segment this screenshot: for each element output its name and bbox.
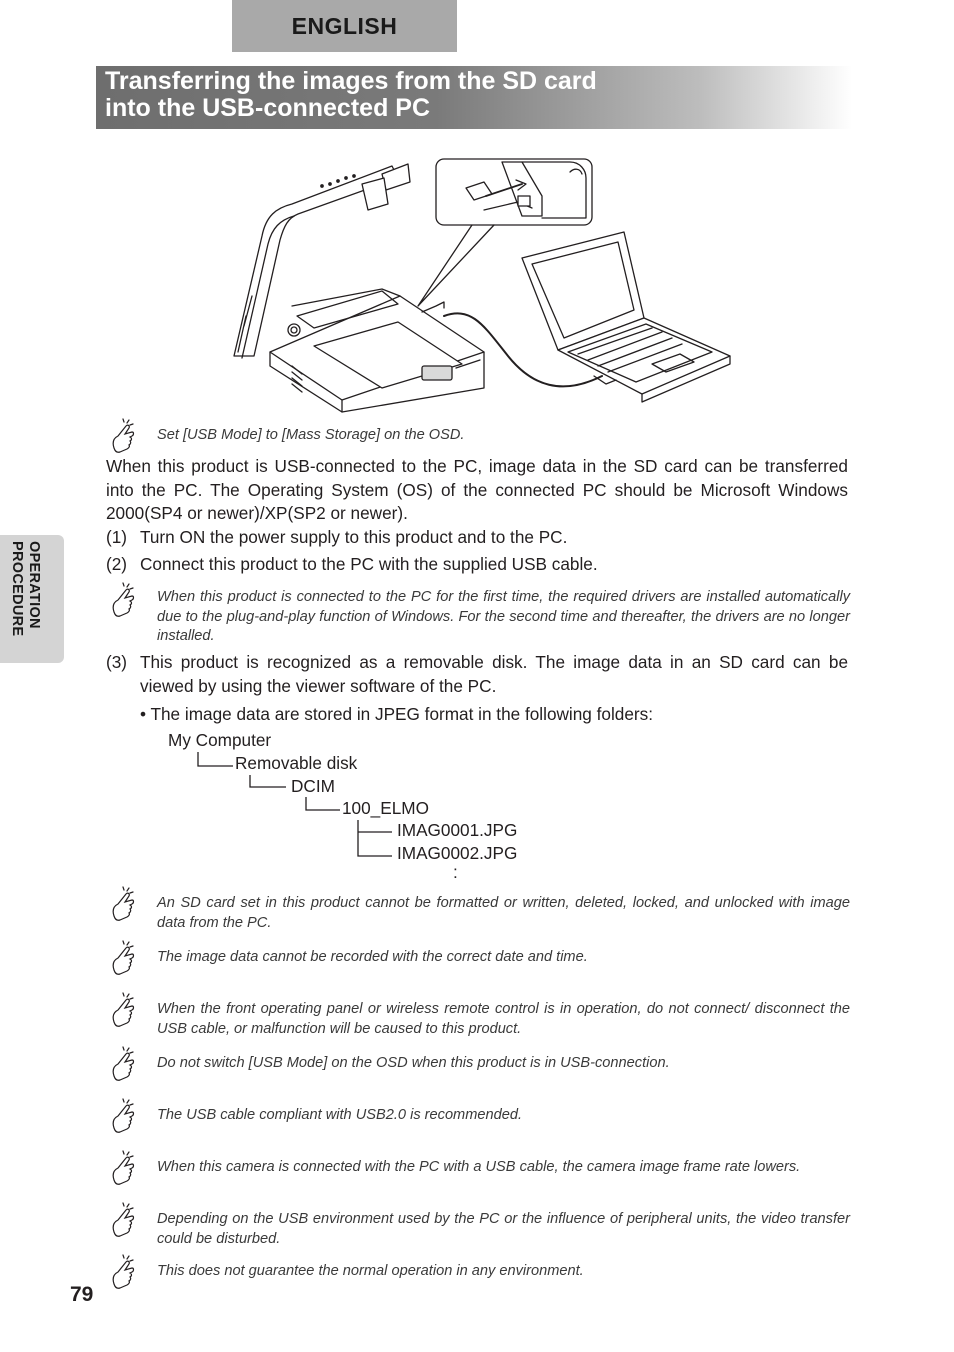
section-title xyxy=(96,66,852,122)
pointing-hand-note-icon xyxy=(108,1150,138,1188)
note-video-transfer xyxy=(108,1202,850,1249)
note-text: When the front operating panel or wireless remote control is in operation, do not connect/ disconnect the USB cable, or malfunction will be caused to this product. xyxy=(157,1001,850,1037)
tree-my-computer: My Computer xyxy=(168,730,272,750)
pointing-hand-note-icon xyxy=(108,940,138,978)
section-title-bar xyxy=(96,66,852,129)
note-text: An SD card set in this product cannot be formatted or written, deleted, locked, and unlocked with image data from the PC. xyxy=(157,895,850,931)
pointing-hand-note-icon xyxy=(108,418,138,456)
laptop-pc-icon xyxy=(522,232,730,402)
step-number: (1) xyxy=(106,527,128,547)
note-text: The image data cannot be recorded with the correct date and time. xyxy=(157,949,588,965)
note-text: Set [USB Mode] to [Mass Storage] on the OSD. xyxy=(157,427,465,443)
note-frame-rate xyxy=(108,1150,850,1178)
note-usb-mode xyxy=(108,418,850,446)
step-3 xyxy=(106,651,848,698)
tree-100-elmo: 100_ELMO xyxy=(342,798,429,818)
tree-file-2: IMAG0002.JPG xyxy=(397,843,518,863)
note-text: When this product is connected to the PC for the first time, the required drivers are installed automatically due to the plug-and-play function of Windows. For the second time and thereafter, the drivers are no longer installed. xyxy=(157,589,850,645)
step-number: (3) xyxy=(106,652,128,672)
sd-slot-arrow xyxy=(422,302,444,312)
note-usb2-cable xyxy=(108,1098,850,1126)
note-first-connection xyxy=(108,582,850,647)
step-1 xyxy=(106,526,848,550)
section-title-line-1: Transferring the images from the SD card xyxy=(105,67,597,95)
note-sd-card-restrictions xyxy=(108,886,850,933)
note-text: Depending on the USB environment used by the PC or the influence of peripheral units, the video transfer could be disturbed. xyxy=(157,1211,850,1247)
pointing-hand-note-icon xyxy=(108,1046,138,1084)
note-usb-mode-switch xyxy=(108,1046,850,1074)
pointing-hand-note-icon xyxy=(108,1254,138,1292)
chapter-side-tab xyxy=(0,535,64,663)
pointing-hand-note-icon xyxy=(108,1098,138,1136)
tree-more: : xyxy=(453,862,458,882)
section-title-line-2: into the USB-connected PC xyxy=(105,94,431,122)
pointing-hand-note-icon xyxy=(108,1202,138,1240)
note-text: This does not guarantee the normal operation in any environment. xyxy=(157,1263,584,1279)
page-number: 79 xyxy=(70,1283,94,1306)
note-text: The USB cable compliant with USB2.0 is recommended. xyxy=(157,1107,523,1123)
pointing-hand-note-icon xyxy=(108,886,138,924)
language-tab-label: ENGLISH xyxy=(291,12,398,39)
step-text: Connect this product to the PC with the supplied USB cable. xyxy=(140,554,598,574)
pointing-hand-note-icon xyxy=(108,582,138,620)
tree-dcim: DCIM xyxy=(291,776,335,796)
tree-removable-disk: Removable disk xyxy=(235,753,358,773)
tree-file-1: IMAG0001.JPG xyxy=(397,820,518,840)
note-no-guarantee xyxy=(108,1254,850,1282)
step-text: This product is recognized as a removable disk. The image data in an SD card can be viewed by using the viewer software of the PC. xyxy=(140,652,848,696)
note-date-time xyxy=(108,940,850,968)
chapter-side-tab-label: OPERATION PROCEDURE xyxy=(9,541,42,637)
intro-paragraph: When this product is USB-connected to the PC, image data in the SD card can be transferred into the PC. The Operating System (OS) of the connected PC should be Microsoft Windows 2000(SP4 or newer)/XP(SP2 or newer). xyxy=(106,456,848,523)
note-text: Do not switch [USB Mode] on the OSD when this product is in USB-connection. xyxy=(157,1055,670,1071)
bullet-text: • The image data are stored in JPEG format in the following folders: xyxy=(140,704,653,724)
note-text: When this camera is connected with the PC with a USB cable, the camera image frame rate lowers. xyxy=(157,1159,801,1175)
connection-illustration xyxy=(222,156,734,418)
folder-bullet xyxy=(106,703,848,727)
language-tab xyxy=(232,0,457,52)
step-text: Turn ON the power supply to this product and to the PC. xyxy=(140,527,568,547)
pointing-hand-note-icon xyxy=(108,992,138,1030)
step-2 xyxy=(106,553,848,577)
note-do-not-disconnect xyxy=(108,992,850,1039)
step-number: (2) xyxy=(106,554,128,574)
